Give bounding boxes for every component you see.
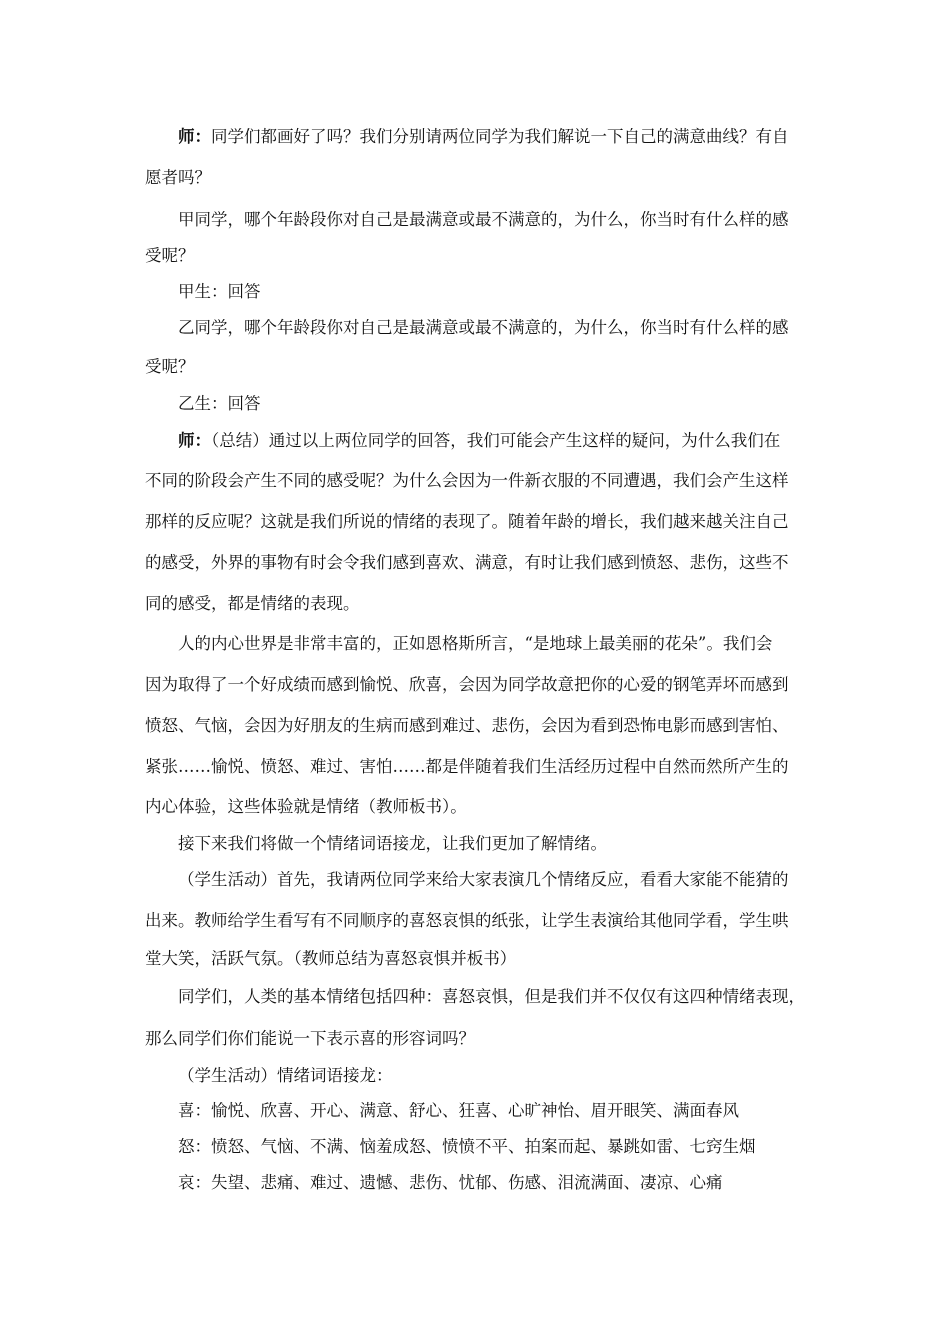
paragraph-line: 不同的阶段会产生不同的感受呢？为什么会因为一件新衣服的不同遭遇，我们会产生这样 bbox=[145, 471, 789, 490]
paragraph-line: 受呢？ bbox=[145, 357, 195, 376]
paragraph-line bbox=[178, 431, 780, 451]
paragraph-line: （学生活动）情绪词语接龙： bbox=[178, 1066, 393, 1085]
paragraph-line: 乙生：回答 bbox=[178, 394, 261, 413]
paragraph-line: 出来。教师给学生看写有不同顺序的喜怒哀惧的纸张，让学生表演给其他同学看，学生哄 bbox=[145, 911, 789, 930]
line-text: 同学们都画好了吗？我们分别请两位同学为我们解说一下自己的满意曲线？有自 bbox=[211, 127, 789, 146]
emotion-words-sorrow: 哀：失望、悲痛、难过、遗憾、悲伤、忧郁、伤感、泪流满面、凄凉、心痛 bbox=[178, 1173, 723, 1192]
paragraph-line: 愤怒、气恼，会因为好朋友的生病而感到难过、悲伤，会因为看到恐怖电影而感到害怕、 bbox=[145, 716, 789, 735]
paragraph-line bbox=[178, 127, 789, 147]
paragraph-line: 那么同学们你们能说一下表示喜的形容词吗？ bbox=[145, 1029, 475, 1048]
paragraph-line: 接下来我们将做一个情绪词语接龙，让我们更加了解情绪。 bbox=[178, 834, 607, 853]
paragraph-line: 因为取得了一个好成绩而感到愉悦、欣喜，会因为同学故意把你的心爱的钢笔弄坏而感到 bbox=[145, 675, 789, 694]
paragraph-line: 甲同学，哪个年龄段你对自己是最满意或最不满意的，为什么，你当时有什么样的感 bbox=[178, 210, 789, 229]
paragraph-line: 紧张……愉悦、愤怒、难过、害怕……都是伴随着我们生活经历过程中自然而然所产生的 bbox=[145, 757, 789, 776]
paragraph-line: 内心体验，这些体验就是情绪（教师板书）。 bbox=[145, 797, 467, 816]
paragraph-line: 同的感受，都是情绪的表现。 bbox=[145, 594, 360, 613]
paragraph-line: 愿者吗？ bbox=[145, 168, 211, 187]
paragraph-line: 的感受，外界的事物有时会令我们感到喜欢、满意，有时让我们感到愤怒、悲伤，这些不 bbox=[145, 553, 789, 572]
paragraph-line: 乙同学，哪个年龄段你对自己是最满意或最不满意的，为什么，你当时有什么样的感 bbox=[178, 318, 789, 337]
paragraph-line: 甲生：回答 bbox=[178, 282, 261, 301]
line-text: （总结）通过以上两位同学的回答，我们可能会产生这样的疑问，为什么我们在 bbox=[211, 431, 781, 450]
paragraph-line: 同学们，人类的基本情绪包括四种：喜怒哀惧，但是我们并不仅仅有这四种情绪表现， bbox=[178, 987, 805, 1006]
emotion-words-joy: 喜：愉悦、欣喜、开心、满意、舒心、狂喜、心旷神怡、眉开眼笑、满面春风 bbox=[178, 1101, 739, 1120]
paragraph-line: 受呢？ bbox=[145, 246, 195, 265]
paragraph-line: （学生活动）首先，我请两位同学来给大家表演几个情绪反应，看看大家能不能猜的 bbox=[178, 870, 789, 889]
paragraph-line: 堂大笑，活跃气氛。（教师总结为喜怒哀惧并板书） bbox=[145, 949, 517, 968]
speaker-teacher-label: 师： bbox=[178, 431, 211, 450]
paragraph-line: 人的内心世界是非常丰富的，正如恩格斯所言，“是地球上最美丽的花朵”。我们会 bbox=[178, 634, 773, 653]
emotion-words-anger: 怒：愤怒、气恼、不满、恼羞成怒、愤愤不平、拍案而起、暴跳如雷、七窍生烟 bbox=[178, 1137, 756, 1156]
speaker-teacher-label: 师： bbox=[178, 127, 211, 146]
paragraph-line: 那样的反应呢？这就是我们所说的情绪的表现了。随着年龄的增长，我们越来越关注自己 bbox=[145, 512, 789, 531]
